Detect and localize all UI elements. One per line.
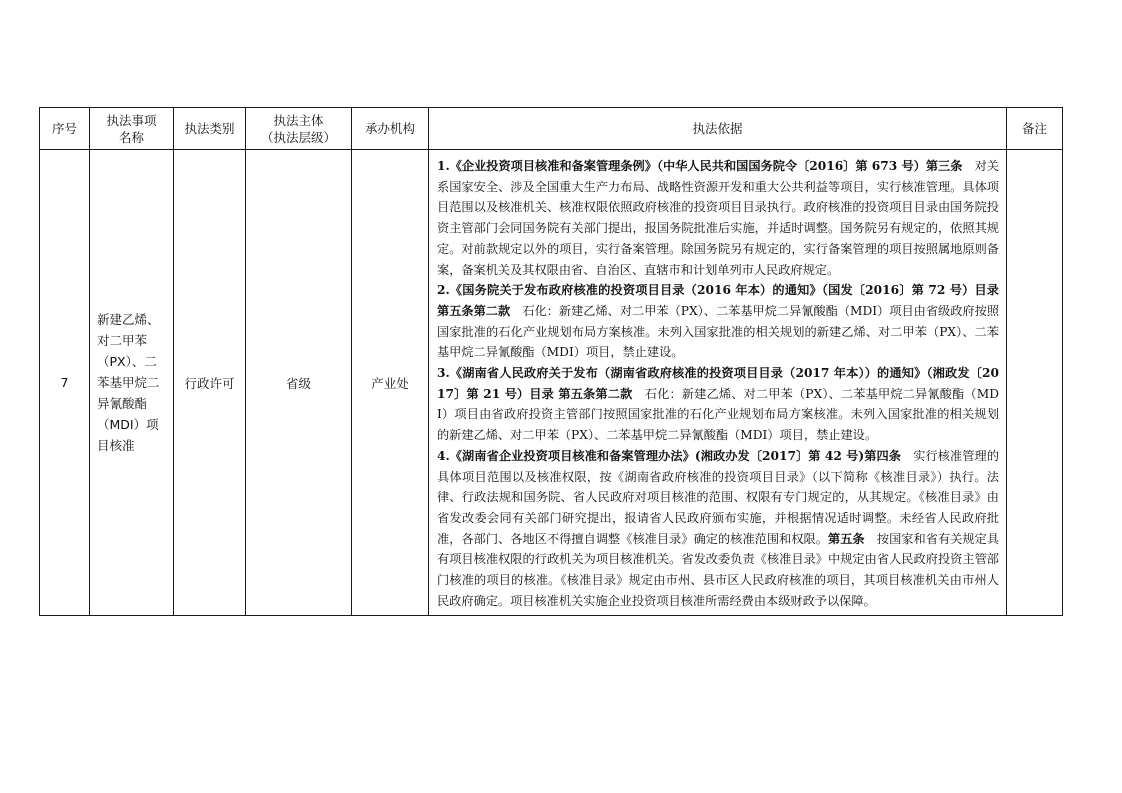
table-row — [40, 150, 1063, 616]
basis-paragraph-2 — [437, 280, 999, 363]
basis-paragraph-1 — [437, 156, 999, 280]
header-item-name: 执法事项 名称 — [90, 108, 174, 150]
basis-1-text: 对关系国家安全、涉及全国重大生产力布局、战略性资源开发和重大公共利益等项目，实行核准管理。具体项目范围以及核准机关、核准权限依照政府核准的投资项目目录执行。政府核准的投资项目目录由国务院投资主管部门会同国务院有关部门提出，报国务院批准后实施，并适时调整。国务院另有规定的，依照其规定。对前款规定以外的项目，实行备案管理。除国务院另有规定的，实行备案管理的项目按照属地原则备案，备案机关及其权限由省、自治区、直辖市和计划单列市人民政府规定。 — [437, 159, 999, 277]
basis-4-article5-title: 第五条 — [827, 531, 865, 546]
cell-basis — [429, 150, 1007, 616]
basis-2-title: 2.《国务院关于发布政府核准的投资项目目录（2016 年本）的通知》（国发〔2016〕第 72 号）目录 第五条第二款 — [437, 283, 999, 318]
header-category: 执法类别 — [174, 108, 246, 150]
table-header-row — [40, 108, 1063, 150]
cell-seq: 7 — [40, 150, 90, 616]
header-remarks: 备注 — [1007, 108, 1063, 150]
basis-paragraph-3 — [437, 363, 999, 446]
cell-remarks — [1007, 150, 1063, 616]
header-seq: 序号 — [40, 108, 90, 150]
header-agency: 承办机构 — [352, 108, 429, 150]
basis-4-article5-text: 按国家和省有关规定具有项目核准权限的行政机关为项目核准机关。省发改委负责《核准目录》中规定由省人民政府投资主管部门核准的项目的核准。《核准目录》规定由市州、县市区人民政府核准的项目，其项目核准机关由市州人民政府确定。项目核准机关实施企业投资项目核准所需经费由本级财政予以保障。 — [437, 531, 1000, 608]
basis-3-text: 石化：新建乙烯、对二甲苯（PX）、二苯基甲烷二异氰酸酯（MDI）项目由省政府投资主管部门按照国家批准的石化产业规划布局方案核准。未列入国家批准的相关规划的新建乙烯、对二甲苯（PX）、二苯基甲烷二异氰酸酯（MDI）项目，禁止建设。 — [437, 386, 999, 443]
basis-4-title: 4.《湖南省企业投资项目核准和备案管理办法》(湘政办发〔2017〕第 42 号)第四条 — [437, 448, 902, 463]
cell-agency: 产业处 — [352, 150, 429, 616]
basis-3-title: 3.《湖南省人民政府关于发布（湖南省政府核准的投资项目目录（2017 年本））的通知》（湘政发〔2017〕第 21 号）目录 第五条第二款 — [437, 366, 999, 401]
cell-subject: 省级 — [246, 150, 352, 616]
enforcement-table — [39, 107, 1063, 616]
header-subject: 执法主体 （执法层级） — [246, 108, 352, 150]
cell-category: 行政许可 — [174, 150, 246, 616]
basis-2-text: 石化：新建乙烯、对二甲苯（PX）、二苯基甲烷二异氰酸酯（MDI）项目由省级政府按照国家批准的石化产业规划布局方案核准。未列入国家批准的相关规划的新建乙烯、对二甲苯（PX）、二苯基甲烷二异氰酸酯（MDI）项目，禁止建设。 — [437, 303, 1000, 360]
basis-1-title: 1.《企业投资项目核准和备案管理条例》（中华人民共和国国务院令〔2016〕第 673 号）第三条 — [437, 159, 963, 173]
basis-paragraph-4 — [437, 446, 999, 612]
basis-4-text: 实行核准管理的具体项目范围以及核准权限，按《湖南省政府核准的投资项目目录》（以下简称《核准目录》）执行。法律、行政法规和国务院、省人民政府对项目核准的范围、权限有专门规定的，从其规定。《核准目录》由省发改委会同有关部门研究提出，报请省人民政府颁布实施，并根据情况适时调整。未经省人民政府批准，各部门、各地区不得擅自调整《核准目录》确定的核准范围和权限。 — [437, 448, 1000, 546]
header-basis: 执法依据 — [429, 108, 1007, 150]
cell-item-name: 新建乙烯、对二甲苯（PX）、二苯基甲烷二异氰酸酯（MDI）项目核准 — [90, 150, 174, 616]
